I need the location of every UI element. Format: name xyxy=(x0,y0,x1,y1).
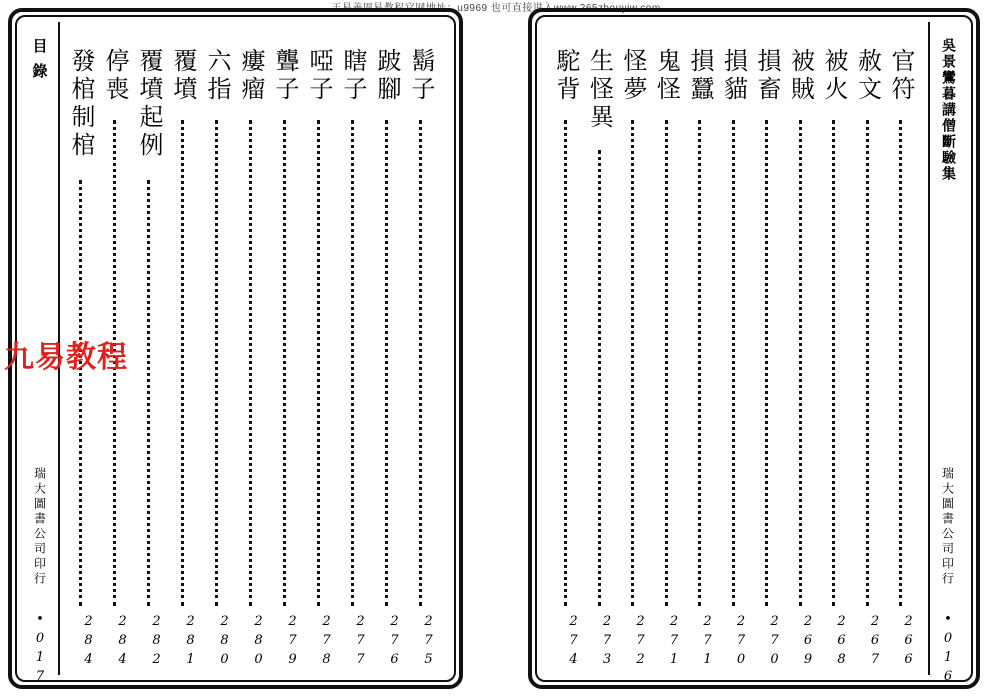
leader-dots xyxy=(419,120,422,606)
leader-dots xyxy=(317,120,320,606)
leader-dots xyxy=(631,120,634,606)
toc-entry[interactable] xyxy=(886,48,916,678)
leader-dots xyxy=(385,120,388,606)
leader-dots xyxy=(79,180,82,606)
toc-entry-page: 276 xyxy=(387,614,402,671)
toc-entry-title: 覆墳起例 xyxy=(135,48,163,160)
toc-entry[interactable] xyxy=(853,48,883,678)
toc-entry[interactable] xyxy=(819,48,849,678)
toc-entry-title: 鬼怪 xyxy=(652,48,681,104)
toc-entry-title: 跛腳 xyxy=(373,48,401,104)
toc-entry[interactable] xyxy=(406,48,436,678)
toc-entry-page: 266 xyxy=(901,614,916,671)
toc-entry[interactable] xyxy=(685,48,715,678)
toc-entry[interactable] xyxy=(551,48,581,678)
toc-entry[interactable] xyxy=(304,48,334,678)
leader-dots xyxy=(765,120,768,606)
toc-entry-page: 278 xyxy=(319,614,334,671)
toc-entry-title: 發棺制棺 xyxy=(67,48,95,160)
toc-entry-page: 273 xyxy=(599,614,615,671)
toc-entry-page: 268 xyxy=(834,614,849,671)
toc-entry-page: 270 xyxy=(767,614,782,671)
leader-dots xyxy=(564,120,567,606)
toc-entry-title: 停喪 xyxy=(101,48,129,104)
toc-entry[interactable] xyxy=(652,48,682,678)
toc-entry-page: 281 xyxy=(183,614,198,671)
leader-dots xyxy=(832,120,835,606)
toc-entry-title: 六指 xyxy=(203,48,231,104)
toc-entry-title: 駝背 xyxy=(552,48,580,104)
toc-entry-title: 被賊 xyxy=(786,48,815,104)
toc-entry-title: 聾子 xyxy=(271,48,299,104)
toc-entry-title: 瞎子 xyxy=(339,48,367,104)
toc-entry-title: 瘻瘤 xyxy=(237,48,265,104)
right-page xyxy=(528,8,980,689)
leader-dots xyxy=(351,120,354,606)
toc-entry-page: 282 xyxy=(149,614,164,671)
leader-dots xyxy=(866,120,869,606)
toc-entry-title: 損蠶 xyxy=(686,48,714,104)
toc-entry[interactable] xyxy=(618,48,648,678)
leader-dots xyxy=(249,120,252,606)
toc-entry-title: 鬍子 xyxy=(407,48,435,104)
toc-entry-page: 271 xyxy=(666,614,682,671)
toc-entry-page: 279 xyxy=(285,614,300,671)
toc-entry-page: 284 xyxy=(115,614,130,671)
toc-entry-title: 官符 xyxy=(887,48,915,104)
header-watermark: 王易善周易教程官网地址：u9969 也可直接进入www.265zhouyiw.com xyxy=(331,3,661,14)
leader-dots xyxy=(665,120,668,606)
right-side-column xyxy=(928,22,966,688)
leader-dots xyxy=(147,180,150,606)
toc-entry-title: 怪夢 xyxy=(619,48,647,104)
toc-entry-page: 267 xyxy=(867,614,883,671)
leader-dots xyxy=(181,120,184,606)
right-side-title: 吳景鸞暮講僧斷驗集 xyxy=(940,38,956,182)
toc-entry[interactable] xyxy=(338,48,368,678)
toc-entry[interactable] xyxy=(585,48,615,678)
leader-dots xyxy=(799,120,802,606)
leader-dots xyxy=(598,150,601,606)
left-side-title: 目錄 xyxy=(30,38,49,88)
toc-entry-page: 269 xyxy=(800,614,816,671)
overlay-watermark: 九易教程 xyxy=(4,340,128,375)
toc-entry-page: 271 xyxy=(700,614,715,671)
toc-entry-title: 生怪異 xyxy=(585,48,614,132)
toc-entry[interactable] xyxy=(752,48,782,678)
toc-entry[interactable] xyxy=(719,48,749,678)
toc-entry-page: 284 xyxy=(81,614,96,671)
toc-entry-title: 啞子 xyxy=(305,48,333,104)
toc-entry-page: 275 xyxy=(421,614,436,671)
toc-entry-title: 赦文 xyxy=(853,48,882,104)
right-publisher: 瑞大圖書公司印行 xyxy=(940,467,955,587)
toc-entry[interactable] xyxy=(202,48,232,678)
toc-entry-page: 277 xyxy=(353,614,368,671)
toc-entry-title: 損貓 xyxy=(719,48,748,104)
toc-entry-title: 損畜 xyxy=(753,48,781,104)
toc-entry-page: 280 xyxy=(217,614,232,671)
toc-entry[interactable] xyxy=(270,48,300,678)
left-folio: •017 xyxy=(32,612,48,688)
toc-entry[interactable] xyxy=(786,48,816,678)
toc-entry[interactable] xyxy=(372,48,402,678)
right-folio: •016 xyxy=(940,612,956,688)
leader-dots xyxy=(732,120,735,606)
toc-entry-page: 280 xyxy=(251,614,266,671)
toc-entry-page: 270 xyxy=(733,614,749,671)
leader-dots xyxy=(899,120,902,606)
toc-entry-title: 被火 xyxy=(820,48,848,104)
toc-entry-page: 272 xyxy=(633,614,648,671)
toc-entry[interactable] xyxy=(134,48,164,678)
leader-dots xyxy=(215,120,218,606)
toc-entry[interactable] xyxy=(236,48,266,678)
toc-entry-page: 274 xyxy=(566,614,581,671)
toc-entry-title: 覆墳 xyxy=(169,48,197,104)
left-publisher: 瑞大圖書公司印行 xyxy=(32,467,47,587)
toc-entry[interactable] xyxy=(168,48,198,678)
leader-dots xyxy=(283,120,286,606)
leader-dots xyxy=(698,120,701,606)
